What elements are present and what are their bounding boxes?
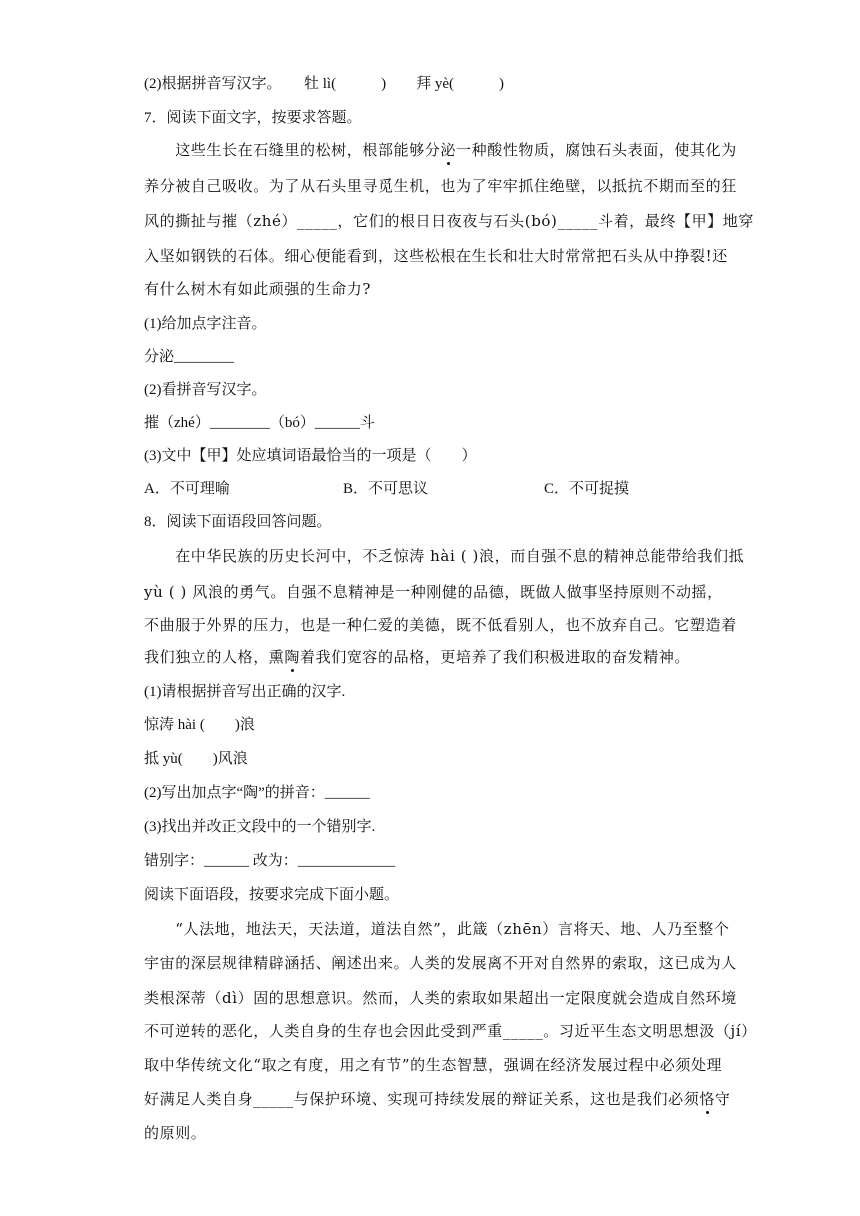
question-8-3-answer: 错别字：______ 改为：_____________ [144, 853, 396, 869]
option-c: C．不可捉摸 [544, 481, 630, 497]
question-8-heading: 8．阅读下面语段回答问题。 [144, 514, 332, 530]
passage-1-line-3: 风的撕扯与摧（zhé）_____，它们的根日日夜夜与石头(bó)_____斗着，最终【甲】地穿 [144, 212, 754, 230]
passage-2-line-4: 我们独立的人格，熏陶着我们宽容的品格，更培养了我们积极进取的奋发精神。 [144, 648, 691, 666]
question-7-1-answer: 分泌________ [144, 349, 235, 365]
passage-3-line-3: 类根深蒂（dì）固的思想意识。然而，人类的索取如果超出一定限度就会造成自然环境 [144, 989, 737, 1007]
question-8-2: (2)写出加点字“陶”的拼音：______ [144, 785, 370, 801]
option-b: B．不可思议 [343, 481, 429, 497]
question-7-1: (1)给加点字注音。 [144, 316, 267, 332]
dotted-char: 陶 [284, 648, 301, 666]
passage-2-line-3: 不曲服于外界的压力，也是一种仁爱的美德，既不低看别人，也不放弃自己。它塑造着 [144, 616, 737, 634]
passage-1-line-1: 这些生长在石缝里的松树，根部能够分泌一种酸性物质，腐蚀石头表面，使其化为 [144, 141, 737, 159]
question-7-3: (3)文中【甲】处应填词语最恰当的一项是（ ） [144, 448, 477, 464]
passage-1-line-4: 入坚如钢铁的石体。细心便能看到，这些松根在生长和壮大时常常把石头从中挣裂!还 [144, 247, 728, 265]
question-8-1-answer-b: 抵 yù( )风浪 [144, 751, 248, 767]
question-8-3: (3)找出并改正文段中的一个错别字. [144, 819, 376, 835]
passage-3-line-5: 取中华传统文化“取之有度，用之有节”的生态智慧，强调在经济发展过程中必须处理 [144, 1056, 723, 1074]
passage-3-line-7: 的原则。 [144, 1124, 207, 1142]
passage-1-line-5: 有什么树木有如此顽强的生命力? [144, 280, 372, 298]
passage-1-line-2: 养分被自己吸收。为了从石头里寻觅生机，也为了牢牢抓住绝壁，以抵抗不期而至的狂 [144, 177, 737, 195]
dotted-char: 泌 [440, 141, 457, 159]
passage-3-line-6: 好满足人类自身_____与保护环境、实现可持续发展的辩证关系，这也是我们必须恪守 [144, 1090, 731, 1108]
question-7-2: (2)看拼音写汉字。 [144, 382, 267, 398]
option-a: A．不可理喻 [144, 481, 230, 497]
passage-2-line-1: 在中华民族的历史长河中，不乏惊涛 hài ( )浪，而自强不息的精神总能带给我们抵 [144, 547, 745, 565]
question-7-2-answer: 摧（zhé）________（bó）______斗 [144, 415, 375, 431]
passage-3-line-2: 宇宙的深层规律精辟涵括、阐述出来。人类的发展离不开对自然界的索取，这已成为人 [144, 954, 737, 972]
question-8-1-answer-a: 惊涛 hài ( )浪 [144, 717, 255, 733]
question-8-1: (1)请根据拼音写出正确的汉字. [144, 684, 346, 700]
passage-3-line-4: 不可逆转的恶化，人类自身的生存也会因此受到严重_____。习近平生态文明思想汲（jí） [144, 1022, 757, 1040]
passage-3-line-1: “人法地，地法天，天法道，道法自然”，此箴（zhēn）言将天、地、人乃至整个 [144, 920, 730, 938]
passage-2-line-2: yù ( ) 风浪的勇气。自强不息精神是一种刚健的品德，既做人做事坚持原则不动摇， [144, 583, 723, 601]
next-section-heading: 阅读下面语段，按要求完成下面小题。 [144, 887, 400, 903]
dotted-char: 恪 [699, 1090, 715, 1108]
question-6-2-line: (2)根据拼音写汉字。 牡 lì( ) 拜 yè( ) [144, 76, 504, 92]
question-7-heading: 7．阅读下面文字，按要求答题。 [144, 110, 362, 126]
